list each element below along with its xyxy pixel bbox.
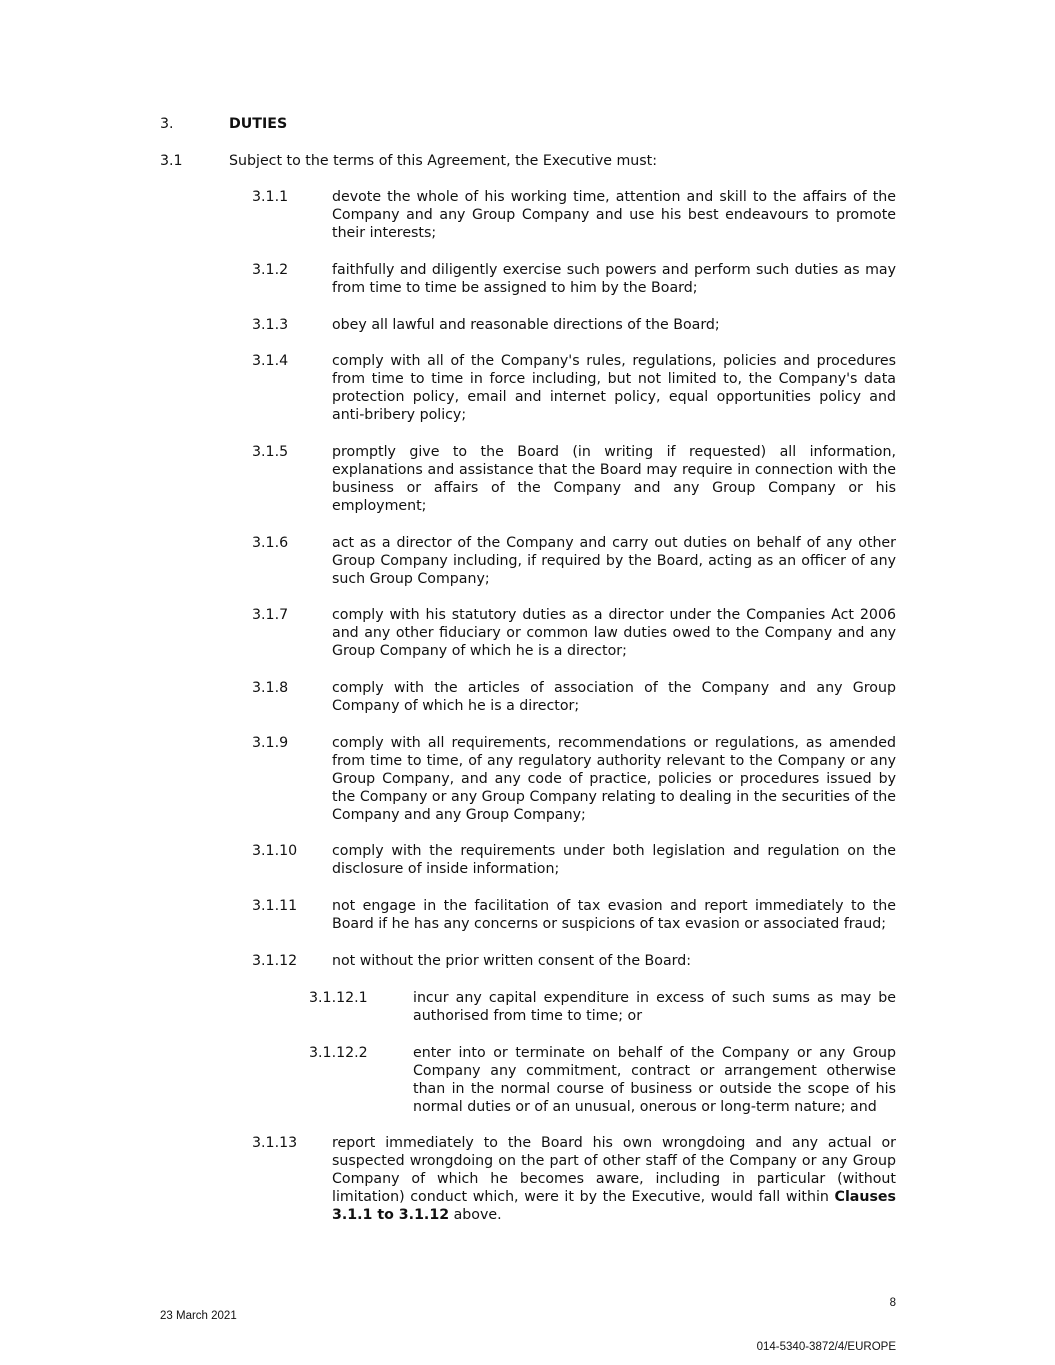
footer-document-reference: 014-5340-3872/4/EUROPE bbox=[756, 1341, 896, 1353]
clause-item bbox=[252, 898, 896, 934]
subclause-number: 3.1.12.1 bbox=[309, 990, 368, 1006]
clause-number: 3.1.1 bbox=[252, 189, 289, 205]
clause-number: 3.1.13 bbox=[252, 1135, 298, 1152]
clause-text: comply with the requirements under both legislation and regulation on the disclosure of inside information; bbox=[332, 843, 896, 878]
clause-number: 3.1.9 bbox=[252, 734, 289, 751]
clause-number: 3.1.6 bbox=[252, 534, 289, 551]
clause-number: 3.1.11 bbox=[252, 898, 298, 915]
section-title: DUTIES bbox=[229, 116, 288, 132]
clause-item bbox=[252, 189, 896, 243]
clause-number: 3.1 bbox=[160, 153, 183, 169]
clause-item bbox=[252, 535, 896, 589]
clause-item bbox=[252, 1135, 896, 1225]
clause-number: 3.1.3 bbox=[252, 316, 289, 333]
clause-item bbox=[252, 607, 896, 661]
clause-item bbox=[252, 735, 896, 825]
clause-text: act as a director of the Company and carry out duties on behalf of any other Group Company including, if required by the Board, acting as an officer of any such Group Company; bbox=[332, 534, 896, 587]
clause-text: obey all lawful and reasonable directions of the Board; bbox=[332, 316, 720, 333]
clause-item bbox=[252, 843, 896, 879]
clause-item bbox=[252, 262, 896, 298]
clause-text: not without the prior written consent of the Board: bbox=[332, 953, 692, 970]
subclause-text: enter into or terminate on behalf of the Company or any Group Company any commitment, contract or arrangement otherwise than in the normal course of business or outside the scope of his normal duties or of an unusual, onerous or long-term nature; and bbox=[413, 1044, 896, 1115]
clause-number: 3.1.2 bbox=[252, 261, 289, 278]
clause-number: 3.1.10 bbox=[252, 843, 298, 860]
clause-number: 3.1.4 bbox=[252, 353, 289, 370]
subclause-item bbox=[309, 1045, 896, 1117]
clause-text-after: above. bbox=[449, 1207, 502, 1224]
clause-text: comply with all of the Company's rules, regulations, policies and procedures from time to time in force including, but not limited to, the Company's data protection policy, email and internet policy, equal opportunities policy and anti-bribery policy; bbox=[332, 353, 896, 424]
clause-item bbox=[252, 317, 896, 335]
subclause-list bbox=[309, 990, 896, 1116]
subclause-text: incur any capital expenditure in excess of such sums as may be authorised from time to time; or bbox=[413, 990, 896, 1024]
clause-item bbox=[252, 353, 896, 425]
subclause-number: 3.1.12.2 bbox=[309, 1044, 368, 1061]
clause-text bbox=[332, 1135, 896, 1225]
footer-date: 23 March 2021 bbox=[160, 1310, 237, 1322]
clause-text: faithfully and diligently exercise such powers and perform such duties as may from time to time be assigned to him by the Board; bbox=[332, 261, 896, 296]
section-number: 3. bbox=[160, 116, 174, 132]
clause-text: comply with the articles of association of the Company and any Group Company of which he is a director; bbox=[332, 680, 896, 715]
clause-text: comply with all requirements, recommendations or regulations, as amended from time to time, of any regulatory authority relevant to the Company or any Group Company, and any code of practice, policies or procedures issued by the Company or any Group Company relating to dealing in the securities of the Company and any Group Company; bbox=[332, 734, 896, 823]
clause-number: 3.1.5 bbox=[252, 444, 289, 461]
clause-text: comply with his statutory duties as a director under the Companies Act 2006 and any other fiduciary or common law duties owed to the Company and any Group Company of which he is a director; bbox=[332, 607, 896, 660]
clause-cross-reference: Clauses 3.1.1 to 3.1.12 bbox=[332, 1189, 896, 1224]
subclause-item bbox=[309, 990, 896, 1026]
clause-item bbox=[252, 680, 896, 716]
clause-text: not engage in the facilitation of tax evasion and report immediately to the Board if he has any concerns or suspicions of tax evasion or associated fraud; bbox=[332, 898, 896, 933]
clause-list bbox=[252, 189, 896, 1244]
clause-number: 3.1.8 bbox=[252, 680, 289, 697]
clause-item bbox=[252, 444, 896, 516]
clause-text: devote the whole of his working time, attention and skill to the affairs of the Company and any Group Company and use his best endeavours to promote their interests; bbox=[332, 189, 896, 241]
clause-text-before: report immediately to the Board his own wrongdoing and any actual or suspected wrongdoing on the part of other staff of the Company or any Group Company of which he becomes aware, including in particular (without limitation) conduct which, were it by the Executive, would fall within bbox=[332, 1135, 896, 1206]
clause-number: 3.1.12 bbox=[252, 953, 298, 970]
clause-item bbox=[252, 953, 896, 1116]
clause-text: Subject to the terms of this Agreement, the Executive must: bbox=[229, 153, 658, 169]
page-number: 8 bbox=[889, 1297, 896, 1309]
clause-text: promptly give to the Board (in writing if requested) all information, explanations and assistance that the Board may require in connection with the business or affairs of the Company and any Group Company or his employment; bbox=[332, 444, 896, 514]
clause-number: 3.1.7 bbox=[252, 607, 289, 624]
